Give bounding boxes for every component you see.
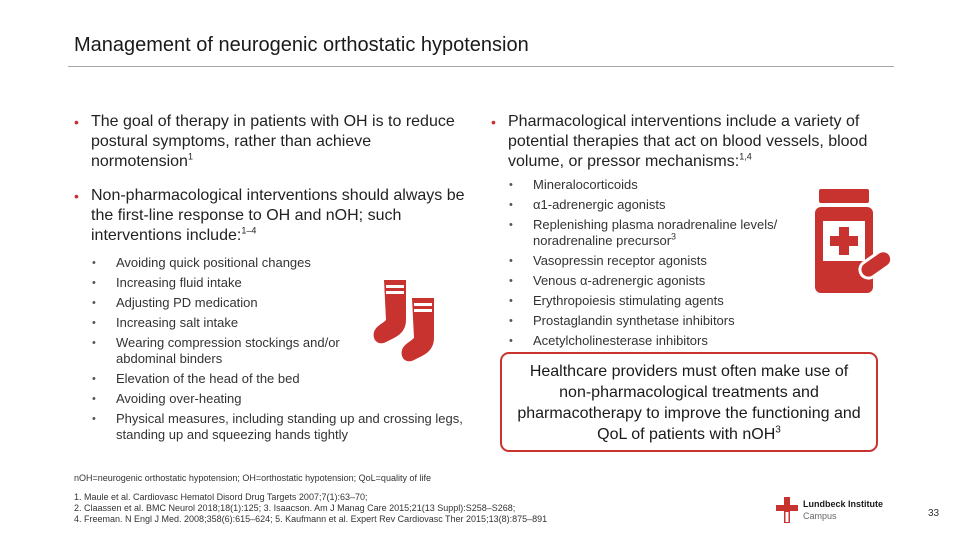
reference-sup: 1 [187, 151, 193, 162]
left-bullet-nonpharm-text: Non-pharmacological interventions should always be the first-line response to OH and nOH; such interventions include: [91, 187, 465, 244]
reference-line: 4. Freeman. N Engl J Med. 2008;358(6):615–624; 5. Kaufmann et al. Expert Rev Cardiovasc Ther 2015;13(8):875–891 [74, 514, 548, 524]
list-item: • Erythropoiesis stimulating agents [509, 293, 724, 308]
left-bullet-goal-text: The goal of therapy in patients with OH is to reduce postural symptoms, rather than achieve normotension [91, 113, 455, 170]
title-divider [68, 66, 894, 67]
lundbeck-logo [776, 496, 916, 524]
list-item: • Avoiding quick positional changes [92, 255, 311, 270]
logo-line1: Lundbeck Institute [803, 499, 884, 509]
reference-line: 2. Claassen et al. BMC Neurol 2018;18(1):125; 3. Isaacson. Am J Manag Care 2015;21(13 Suppl):S258–S268; [74, 503, 516, 513]
left-bullet-nonpharm [74, 186, 474, 246]
list-item: • Physical measures, including standing up and crossing legs, standing up and squeezing hands tightly [92, 411, 463, 442]
callout-text: Healthcare providers must often make use of non-pharmacological treatments and pharmacotherapy to improve the functioning and QoL of patients with nOH [517, 363, 861, 443]
slide-title: Management of neurogenic orthostatic hypotension [74, 34, 529, 56]
logo-line2: Campus [803, 511, 837, 521]
list-item: • Acetylcholinesterase inhibitors [509, 333, 708, 348]
list-item: • Replenishing plasma noradrenaline levels/ noradrenaline precursor$^3$ [509, 217, 778, 248]
list-item: • Prostaglandin synthetase inhibitors [509, 313, 735, 328]
list-item: • Vasopressin receptor agonists [509, 253, 707, 268]
list-item: • Increasing fluid intake [92, 275, 242, 290]
right-bullet-pharm [491, 112, 896, 172]
reference-line: 1. Maule et al. Cardiovasc Hematol Disord Drug Targets 2007;7(1):63–70; [74, 492, 368, 502]
reference-sup: 1–4 [241, 225, 257, 236]
bullet-dot: • [74, 188, 79, 204]
list-item: • Venous α-adrenergic agonists [509, 273, 706, 288]
callout-box [500, 352, 878, 452]
list-item: • Increasing salt intake [92, 315, 239, 330]
list-item: • α1-adrenergic agonists [509, 197, 666, 212]
socks-icon [372, 268, 456, 364]
reference-sup: 3 [775, 424, 781, 436]
left-bullet-goal [74, 112, 474, 172]
list-item: • Mineralocorticoids [509, 177, 638, 192]
list-item: • Adjusting PD medication [92, 295, 258, 310]
list-item: • Wearing compression stockings and/or abdominal binders [92, 335, 340, 366]
reference-sup: 3 [671, 231, 677, 242]
bullet-dot: • [74, 114, 79, 130]
reference-sup: 1,4 [739, 151, 752, 162]
list-item: • Elevation of the head of the bed [92, 371, 300, 386]
lundbeck-logo-icon [776, 497, 798, 523]
references [74, 492, 547, 525]
right-bullet-pharm-text: Pharmacological interventions include a variety of potential therapies that act on blood vessels, blood volume, or pressor mechanisms: [508, 113, 868, 170]
abbreviations: nOH=neurogenic orthostatic hypotension; OH=orthostatic hypotension; QoL=quality of life [74, 473, 431, 483]
bullet-dot: • [491, 114, 496, 130]
pill-bottle-icon [813, 187, 895, 295]
list-item: • Avoiding over-heating [92, 391, 242, 406]
page-number: 33 [928, 508, 940, 519]
